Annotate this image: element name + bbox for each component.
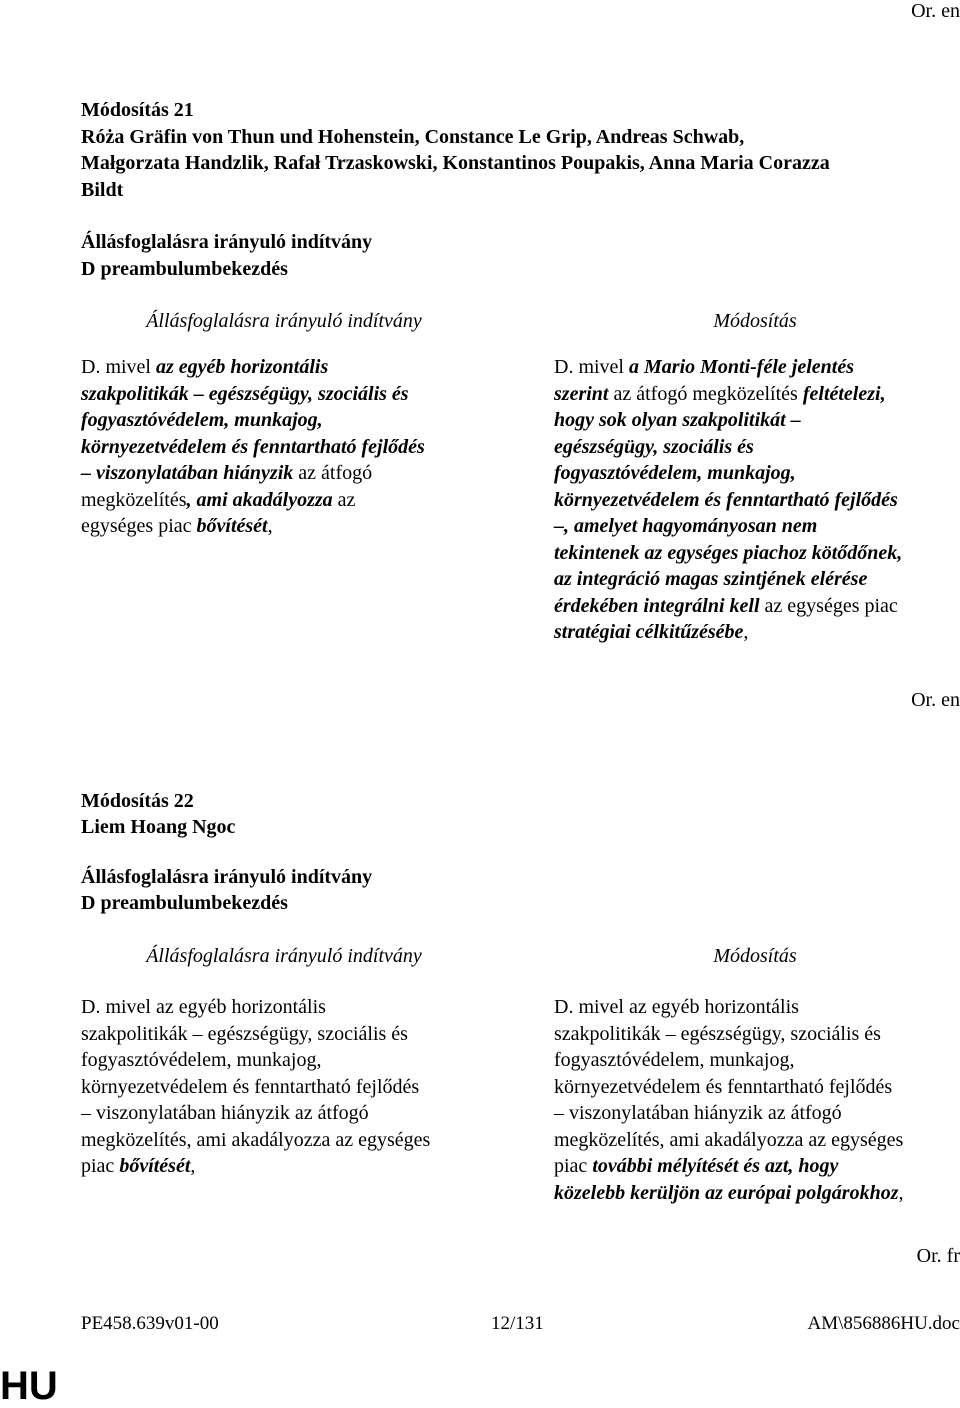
original-text: D. mivel az egyéb horizontális szakpolitikák – egészségügy, szociális és fogyasztóvédelem, munkajog, környezetvédelem és fenntartható fejlődés – viszonylatában hiányzik az átfogó megközelítés, ami akadályozza az egységes piac bővítését, [81,356,425,537]
document-type: Állásfoglalásra irányuló indítvány [81,866,373,888]
amendment-heading: Módosítás 21 [81,99,194,121]
left-column-header: Állásfoglalásra irányuló indítvány [146,310,422,332]
amendment-authors-line-2: Małgorzata Handzlik, Rafał Trzaskowski, Konstantinos Poupakis, Anna Maria Corazza [81,152,830,174]
right-column-header: Módosítás [713,310,797,332]
footer-doc-ref: PE458.639v01-00 [81,1313,219,1334]
recital-label: D preambulumbekezdés [81,892,288,914]
left-column-header: Állásfoglalásra irányuló indítvány [146,945,422,967]
language-note: Or. en [911,0,960,22]
right-column-header: Módosítás [713,945,797,967]
language-code: HU [0,1364,58,1408]
language-note: Or. en [911,689,960,711]
language-note: Or. fr [916,1245,960,1267]
amendment-authors-line-1: Róża Gräfin von Thun und Hohenstein, Constance Le Grip, Andreas Schwab, [81,126,745,148]
amendment-heading: Módosítás 22 [81,790,194,812]
amended-text: D. mivel a Mario Monti-féle jelentés szerint az átfogó megközelítés feltételezi, hogy sok olyan szakpolitikát – egészségügy, szociális és fogyasztóvédelem, munkajog, környezetvédelem és fenntartható fejlődés –, amelyet hagyományosan nem tekintenek az egységes piachoz kötődőnek, az integráció magas szintjének elérése érdekében integrálni kell az egységes piac stratégiai célkitűzésébe, [554,356,903,643]
amended-text: D. mivel az egyéb horizontális szakpolitikák – egészségügy, szociális és fogyasztóvédelem, munkajog, környezetvédelem és fenntartható fejlődés – viszonylatában hiányzik az átfogó megközelítés, ami akadályozza az egységes piac további mélyítését és azt, hogy közelebb kerüljön az európai polgárokhoz, [554,996,904,1204]
footer-page-number: 12/131 [491,1313,544,1334]
amendment-authors: Liem Hoang Ngoc [81,816,236,838]
document-type: Állásfoglalásra irányuló indítvány [81,231,373,253]
amendment-authors-line-3: Bildt [81,179,124,201]
footer-file-name: AM\856886HU.doc [807,1313,960,1334]
recital-label: D preambulumbekezdés [81,258,288,280]
original-text: D. mivel az egyéb horizontális szakpolitikák – egészségügy, szociális és fogyasztóvédelem, munkajog, környezetvédelem és fenntartható fejlődés – viszonylatában hiányzik az átfogó megközelítés, ami akadályozza az egységes piac bővítését, [81,996,431,1177]
